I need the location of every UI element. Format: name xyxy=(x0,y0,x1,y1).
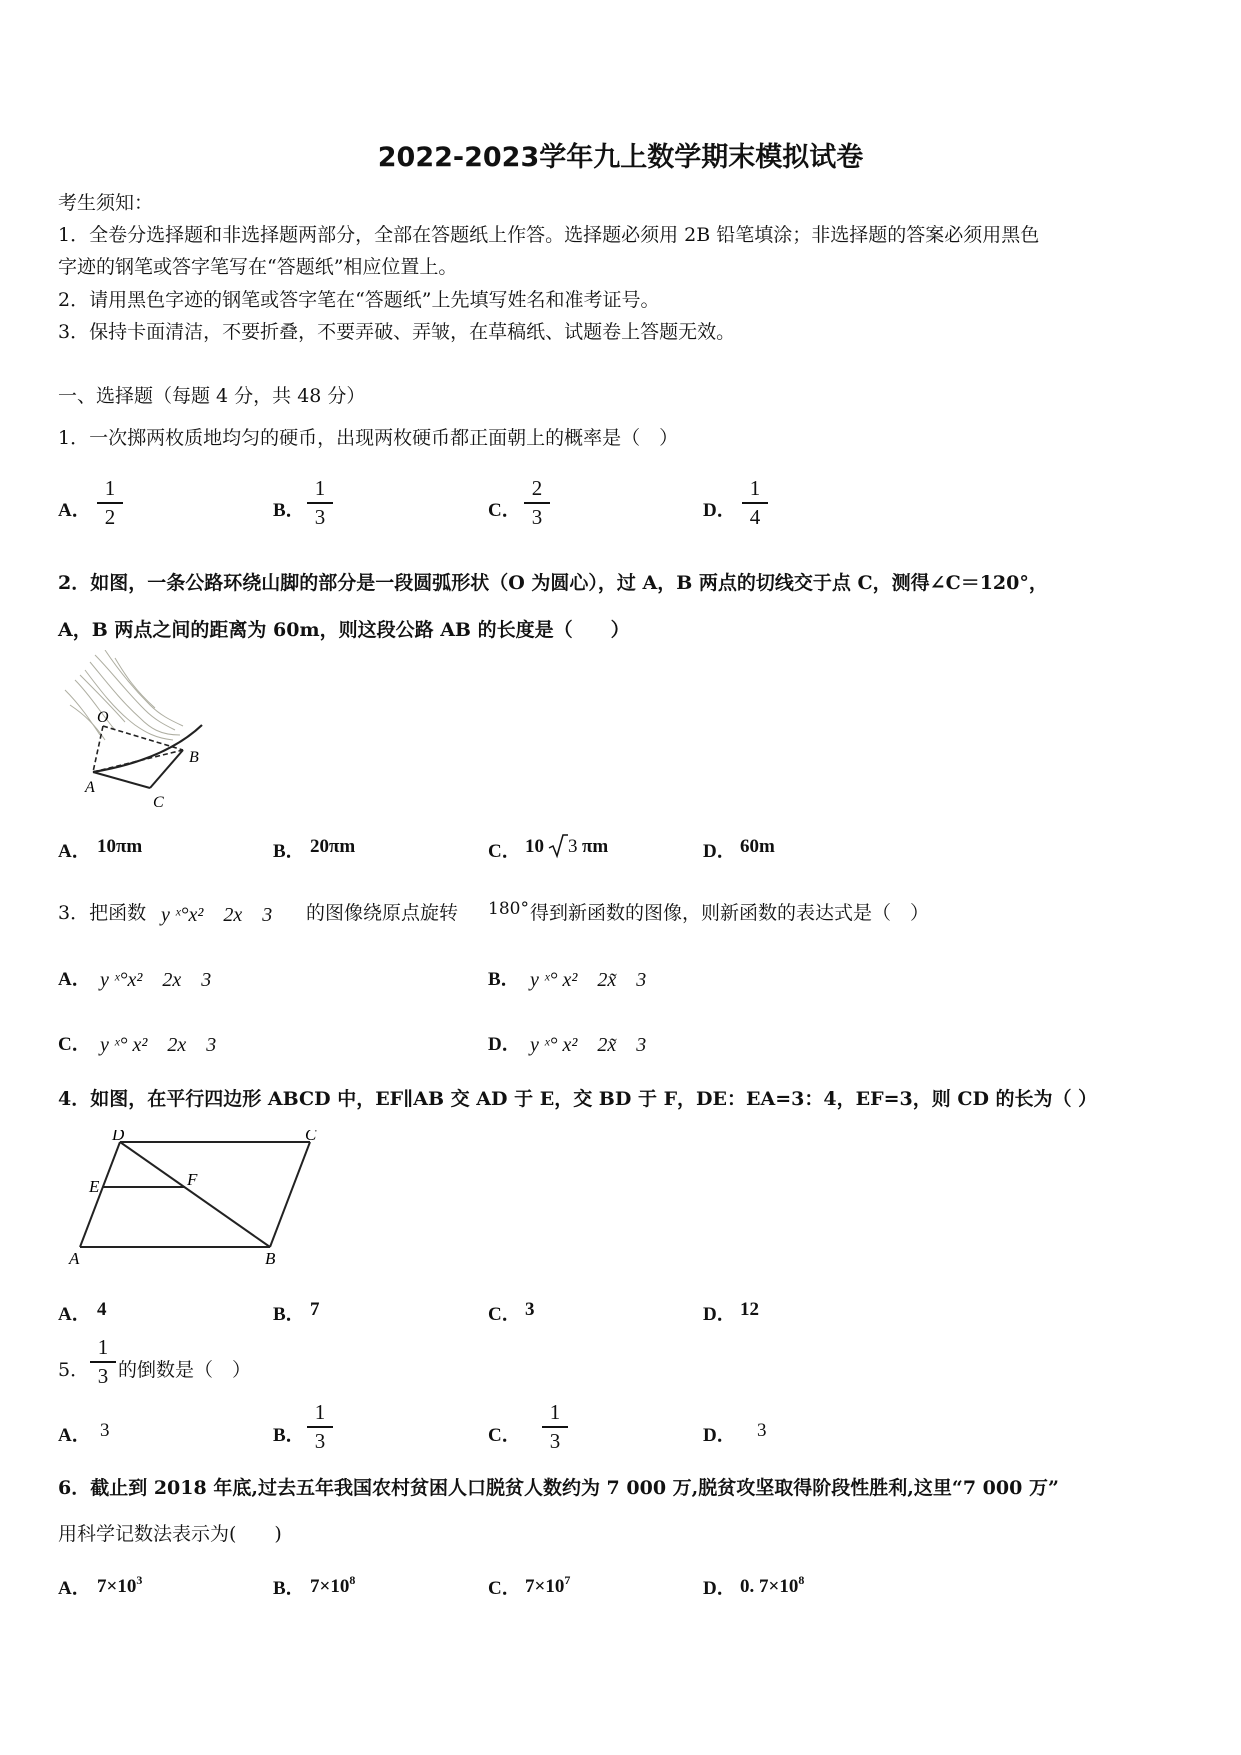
q2-option-c-prefix: 10 xyxy=(525,836,544,857)
q1-option-b-fraction: 1 3 xyxy=(305,478,335,528)
q1-option-a-label: A． xyxy=(58,500,91,521)
notice-line-2: 2．请用黑色字迹的钢笔或答字笔在“答题纸”上先填写姓名和准考证号。 xyxy=(58,289,660,311)
q4-option-d-text: 12 xyxy=(740,1299,759,1320)
q5-option-c-fraction: 1 3 xyxy=(540,1402,570,1452)
q2-stem-line-2: A，B 两点之间的距离为 60m，则这段公路 AB 的长度是（ ） xyxy=(58,619,630,641)
q2-stem-line-1: 2．如图，一条公路环绕山脚的部分是一段圆弧形状（O 为圆心），过 A，B 两点的切线交于点 C，测得∠C＝120°， xyxy=(58,572,1048,594)
q3-option-d-label: D． xyxy=(488,1034,521,1055)
q5-stem: 的倒数是（ ） xyxy=(118,1359,252,1381)
q6-stem-line-1: 6．截止到 2018 年底,过去五年我国农村贫困人口脱贫人数约为 7 000 万,脱贫攻坚取得阶段性胜利,这里“7 000 万” xyxy=(58,1477,1059,1499)
q6-option-b-label: B． xyxy=(273,1578,305,1599)
q6-stem-line-2: 用科学记数法表示为( ) xyxy=(58,1523,282,1545)
q2-option-b-label: B． xyxy=(273,841,305,862)
q4-label-e: E xyxy=(89,1177,100,1196)
section-heading: 一、选择题（每题 4 分，共 48 分） xyxy=(58,385,366,407)
q6-option-a-label: A． xyxy=(58,1578,91,1599)
q2-option-d-label: D． xyxy=(703,841,736,862)
q4-option-c-text: 3 xyxy=(525,1299,535,1320)
q1-option-d-label: D． xyxy=(703,500,736,521)
q4-option-a-label: A． xyxy=(58,1304,91,1325)
q5-option-a-label: A． xyxy=(58,1425,91,1446)
q2-option-a-label: A． xyxy=(58,841,91,862)
q3-stem-end: 得到新函数的图像，则新函数的表达式是（ ） xyxy=(530,902,930,924)
q1-stem: 1．一次掷两枚质地均匀的硬币，出现两枚硬币都正面朝上的概率是（ ） xyxy=(58,427,679,449)
q6-option-a-value: $7\times 10^3$ xyxy=(97,1573,143,1597)
q5-option-c-label: C． xyxy=(488,1425,521,1446)
q3-option-d-expression: y ˣ° x² 2x̃ 3 xyxy=(530,1034,647,1056)
q2-label-o: O xyxy=(97,709,109,726)
q3-option-b-label: B． xyxy=(488,969,520,990)
q2-option-b-text: 20πm xyxy=(310,836,356,857)
q1-option-d-fraction: 1 4 xyxy=(740,478,770,528)
q6-option-d-value: 0. $7\times 10^8$ xyxy=(740,1573,805,1597)
q5-option-d-label: D． xyxy=(703,1425,736,1446)
q3-option-b-expression: y ˣ° x² 2x̃ 3 xyxy=(530,969,647,991)
q5-option-b-label: B． xyxy=(273,1425,305,1446)
q6-option-b-value: $7\times 10^8$ xyxy=(310,1573,356,1597)
notice-heading: 考生须知： xyxy=(58,192,154,214)
q1-option-a-fraction: 1 2 xyxy=(95,478,125,528)
q3-option-a-expression: y ˣ°x² 2x 3 xyxy=(100,969,212,991)
q4-option-d-label: D． xyxy=(703,1304,736,1325)
notice-line-3: 3．保持卡面清洁，不要折叠，不要弄破、弄皱，在草稿纸、试题卷上答题无效。 xyxy=(58,321,736,343)
q2-label-a: A xyxy=(85,779,95,796)
q2-option-d-text: 60m xyxy=(740,836,775,857)
q6-option-c-value: $7\times 10^7$ xyxy=(525,1573,571,1597)
q5-option-d-text: 3 xyxy=(757,1420,767,1441)
q4-option-a-text: 4 xyxy=(97,1299,107,1320)
page-title: 2022-2023学年九上数学期末模拟试卷 xyxy=(377,142,864,173)
q5-stem-fraction: 1 3 xyxy=(88,1337,118,1387)
q6-option-d-label: D． xyxy=(703,1578,736,1599)
q4-option-b-text: 7 xyxy=(310,1299,320,1320)
q4-stem: 4．如图，在平行四边形 ABCD 中，EF∥AB 交 AD 于 E，交 BD 于 F，DE：EA=3：4，EF=3，则 CD 的长为（ ） xyxy=(58,1088,1098,1110)
q2-label-b: B xyxy=(189,749,199,766)
sqrt-icon xyxy=(548,833,568,859)
q5-option-b-fraction: 1 3 xyxy=(305,1402,335,1452)
q4-figure xyxy=(65,1130,335,1270)
q4-label-a: A xyxy=(69,1249,80,1268)
q1-option-c-label: C． xyxy=(488,500,521,521)
q5-option-a-text: 3 xyxy=(100,1420,110,1441)
q1-option-c-fraction: 2 3 xyxy=(522,478,552,528)
q4-label-d: D xyxy=(112,1130,125,1144)
notice-line-1b: 字迹的钢笔或答字笔写在“答题纸”相应位置上。 xyxy=(58,256,458,278)
q3-stem-prefix: 3．把函数 xyxy=(58,902,147,924)
q4-label-b: B xyxy=(265,1249,276,1268)
q6-option-c-label: C． xyxy=(488,1578,521,1599)
q3-option-a-label: A． xyxy=(58,969,91,990)
q3-stem-degree: 180° xyxy=(488,899,529,919)
q5-number: 5． xyxy=(58,1359,90,1381)
q3-option-c-expression: y ˣ° x² 2x 3 xyxy=(100,1034,217,1056)
q2-figure xyxy=(55,650,215,815)
q4-label-c: C xyxy=(305,1130,317,1144)
q3-stem-middle: 的图像绕原点旋转 xyxy=(306,902,459,924)
q1-option-b-label: B． xyxy=(273,500,305,521)
q4-option-b-label: B． xyxy=(273,1304,305,1325)
q2-option-c-label: C． xyxy=(488,841,521,862)
q4-option-c-label: C． xyxy=(488,1304,521,1325)
q3-stem-expression: y ˣ°x² 2x 3 xyxy=(161,904,273,926)
q2-option-c-suffix: πm xyxy=(582,836,609,857)
q4-label-f: F xyxy=(187,1170,198,1189)
q2-option-c-radicand: 3 xyxy=(568,836,578,857)
q2-label-c: C xyxy=(153,794,164,811)
q2-option-a-text: 10πm xyxy=(97,836,143,857)
notice-line-1a: 1．全卷分选择题和非选择题两部分，全部在答题纸上作答。选择题必须用 2B 铅笔填涂；非选择题的答案必须用黑色 xyxy=(58,224,1040,246)
q3-option-c-label: C． xyxy=(58,1034,91,1055)
